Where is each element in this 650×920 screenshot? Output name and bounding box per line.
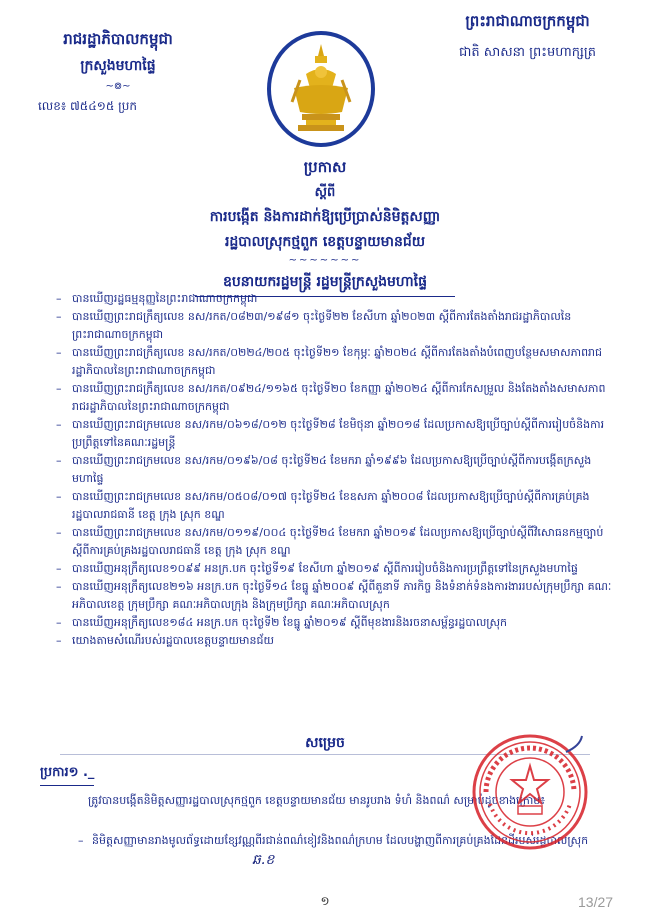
- list-item: – បានឃើញព្រះរាជក្រមលេខ នស/រកម/០៥០៨/០១៧ ចុះថ្ងៃទី២៤ ខែឧសភា ឆ្នាំ២០០៨ ដែលប្រកាសឱ្យប្រើច្បាប់ស្តីពីការគ្រប់គ្រងរដ្ឋបាលរាជធានី ខេត្ត ក្រុង ស្រុក ខណ្ឌ: [56, 488, 616, 524]
- list-item: – បានឃើញព្រះរាជក្រឹត្យលេខ នស/រកត/០៨២៣/១៩៨១ ចុះថ្ងៃទី២២ ខែសីហា ឆ្នាំ២០២៣ ស្តីពីការតែងតាំងរាជរដ្ឋាភិបាលនៃព្រះរាជាណាចក្រកម្ពុជា: [56, 308, 616, 344]
- article-paragraph-text: ត្រូវបានបង្កើតនិមិត្តសញ្ញារដ្ឋបាលស្រុកថ្មពួក ខេត្តបន្ទាយមានជ័យ មានរូបរាង ទំហំ និងពណ៌ សម្រាប់ដូចខាងក្រោម៖: [88, 794, 546, 807]
- article-heading-text: ប្រការ១ ._: [40, 765, 95, 780]
- royal-emblem-icon: [266, 30, 376, 148]
- decision-heading: សម្រេច: [305, 735, 345, 751]
- official-seal-icon: [470, 732, 590, 852]
- document-type: ប្រកាស: [303, 158, 347, 176]
- issuer-header: [18, 30, 218, 116]
- page-counter: 13/27: [578, 894, 614, 910]
- list-item: – បានឃើញអនុក្រឹត្យលេខ១០៩៩ អនក្រ.បក ចុះថ្ងៃទី១៩ ខែសីហា ឆ្នាំ២០១៩ ស្តីពីការរៀបចំនិងការប្រព្រឹត្តទៅនៃក្រសួងមហាផ្ទៃ: [56, 560, 616, 578]
- initials-signature: ឆ.ខ: [252, 852, 275, 868]
- list-item: – បានឃើញព្រះរាជក្រមលេខ នស/រកម/០៦១៨/០១២ ចុះថ្ងៃទី២៨ ខែមិថុនា ឆ្នាំ២០១៨ ដែលប្រកាសឱ្យប្រើច្បាប់ស្តីពីការរៀបចំនិងការប្រព្រឹត្តទៅនៃគណៈរដ្ឋមន្ត្រី: [56, 416, 616, 452]
- list-item: – បានឃើញព្រះរាជក្រមលេខ នស/រកម/០១៩៦/០៨ ចុះថ្ងៃទី២៤ ខែមករា ឆ្នាំ១៩៩៦ ដែលប្រកាសឱ្យប្រើច្បាប់ស្តីពីការបង្កើតក្រសួងមហាផ្ទៃ: [56, 452, 616, 488]
- kingdom-header: [420, 12, 635, 63]
- header-ornament: ~៙~: [105, 81, 131, 92]
- bullet-dash: –: [78, 834, 84, 847]
- kingdom-name: ព្រះរាជាណាចក្រកម្ពុជា: [465, 12, 590, 30]
- article-heading: [40, 764, 94, 786]
- national-motto: ជាតិ សាសនា ព្រះមហាក្សត្រ: [459, 45, 596, 60]
- list-item: – បានឃើញព្រះរាជក្រមលេខ នស/រកម/០១១៩/០០៤ ចុះថ្ងៃទី២៤ ខែមករា ឆ្នាំ២០១៩ ដែលប្រកាសឱ្យប្រើច្បាប់ស្តីពីវិសោធនកម្មច្បាប់ស្តីពីការគ្រប់គ្រងរដ្ឋបាលរាជធានី ខេត្ត ក្រុង ស្រុក ខណ្ឌ: [56, 524, 616, 560]
- title-ornament: ~~~~~~~: [288, 255, 362, 266]
- government-name: រាជរដ្ឋាភិបាលកម្ពុជា: [63, 30, 173, 48]
- list-item: – បានឃើញរដ្ឋធម្មនុញ្ញនៃព្រះរាជាណាចក្រកម្ពុជា: [56, 290, 616, 308]
- list-item: – បានឃើញអនុក្រឹត្យលេខ១៨៤ អនក្រ.បក ចុះថ្ងៃទី២ ខែធ្នូ ឆ្នាំ២០១៩ ស្តីពីមុខងារនិងរចនាសម្ព័ន្ធរដ្ឋបាលស្រុក: [56, 614, 616, 632]
- document-title-block: [40, 158, 610, 297]
- ministry-name: ក្រសួងមហាផ្ទៃ: [80, 58, 156, 74]
- list-item: – បានឃើញព្រះរាជក្រឹត្យលេខ នស/រកត/០៩២៤/១១៦៥ ចុះថ្ងៃទី២០ ខែកញ្ញា ឆ្នាំ២០២៤ ស្តីពីការកែសម្រួល និងតែងតាំងសមាសភាពរាជរដ្ឋាភិបាលនៃព្រះរាជាណាចក្រកម្ពុជា: [56, 380, 616, 416]
- list-item: – យោងតាមសំណើរបស់រដ្ឋបាលខេត្តបន្ទាយមានជ័យ: [56, 632, 616, 650]
- title-subject: ការបង្កើត និងការដាក់ឱ្យប្រើប្រាស់និមិត្តសញ្ញា: [209, 209, 441, 225]
- list-item: – បានឃើញអនុក្រឹត្យលេខ២១៦ អនក្រ.បក ចុះថ្ងៃទី១៤ ខែធ្នូ ឆ្នាំ២០០៩ ស្តីពីតួនាទី ភារកិច្ច និងទំនាក់ទំនងការងាររបស់ក្រុមប្រឹក្សា គណៈអភិបាលខេត្ត ក្រុមប្រឹក្សា គណៈអភិបាលក្រុង និងក្រុមប្រឹក្សា គណៈអភិបាលស្រុក: [56, 578, 616, 614]
- considerations-list: [56, 290, 616, 650]
- issuing-authority: ឧបនាយករដ្ឋមន្ត្រី រដ្ឋមន្ត្រីក្រសួងមហាផ្ទៃ: [222, 274, 427, 290]
- page-number: ១: [320, 894, 330, 908]
- article-heading-underline: [40, 785, 94, 786]
- title-about: ស្តីពី: [314, 185, 336, 200]
- document-number: លេខ៖ ៧៥៤១៥ ប្រក: [38, 99, 137, 113]
- list-item: – បានឃើញព្រះរាជក្រឹត្យលេខ នស/រកត/០២២៤/២០៥ ចុះថ្ងៃទី២១ ខែកុម្ភៈ ឆ្នាំ២០២៤ ស្តីពីការតែងតាំងបំពេញបន្ថែមសមាសភាពរាជរដ្ឋាភិបាលនៃព្រះរាជាណាចក្រកម្ពុជា: [56, 344, 616, 380]
- article-bullet-text: និមិត្តសញ្ញាមានរាងមូលព័ទ្ធដោយខ្សែវណ្ណពីរជាន់ពណ៌ខៀវនិងពណ៌ក្រហម ដែលបង្ហាញពីការគ្រប់គ្រងដែនដីរបស់រដ្ឋបាលស្រុក: [92, 834, 589, 847]
- title-entity: រដ្ឋបាលស្រុកថ្មពួក ខេត្តបន្ទាយមានជ័យ: [224, 234, 426, 250]
